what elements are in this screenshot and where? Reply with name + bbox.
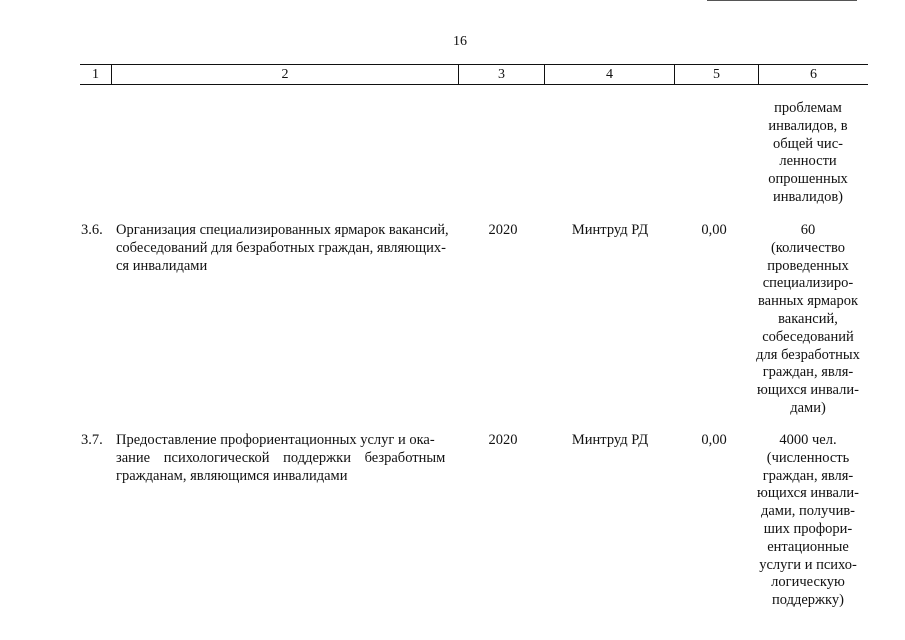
column-header-5: 5 [674, 65, 758, 84]
row-year: 2020 [488, 432, 518, 448]
row-indicator [744, 222, 872, 418]
description-line: гражданам, являющимся инвалидами [116, 467, 348, 484]
row-year: 2020 [488, 222, 518, 238]
description-line: ся инвалидами [116, 257, 208, 274]
indicator-line: проблемам [774, 100, 842, 116]
indicator-line: логическую [771, 574, 845, 591]
indicator-line: граждан, явля- [762, 364, 854, 381]
indicator-line: ванных ярмарок [758, 293, 858, 310]
indicator-line: дами) [790, 399, 826, 416]
indicator-line: (количество [770, 239, 846, 256]
indicator-line: поддержку) [772, 592, 844, 609]
page-number: 16 [453, 34, 467, 49]
indicator-line: собеседований [762, 328, 854, 345]
indicator-line: (численность [766, 449, 850, 466]
row-number: 3.7. [81, 432, 103, 448]
row-executor: Минтруд РД [571, 222, 649, 238]
indicator-line: общей чис- [773, 135, 843, 152]
description-line: собеседований для безработных граждан, являющих- [116, 239, 446, 256]
indicator-line: услуги и психо- [759, 556, 857, 573]
column-header-2: 2 [111, 65, 458, 84]
row-executor: Минтруд РД [571, 432, 649, 448]
description-line: Предоставление профориентационных услуг и ока- [116, 432, 435, 448]
indicator-line: ющихся инвали- [757, 485, 859, 502]
indicator-line: вакансий, [778, 310, 838, 327]
row-indicator [744, 432, 872, 610]
row-description [116, 432, 453, 485]
indicator-line: ших профори- [763, 520, 853, 537]
indicator-line: ленности [779, 153, 837, 170]
indicator-line: дами, получив- [760, 503, 856, 520]
row-number: 3.6. [81, 222, 103, 238]
indicator-line: граждан, явля- [762, 467, 854, 484]
indicator-line: инвалидов) [772, 188, 844, 205]
indicator-line: ющихся инвали- [757, 382, 859, 399]
top-rule [707, 0, 857, 1]
column-header-4: 4 [544, 65, 674, 84]
column-header-6: 6 [758, 65, 868, 84]
indicator-line: для безработных [756, 346, 860, 363]
indicator-line: проведенных [767, 257, 849, 274]
indicator-line: опрошенных [768, 171, 848, 188]
description-line: зание психологической поддержки безработным [116, 449, 446, 466]
table-header-row [80, 64, 868, 85]
indicator-line: инвалидов, в [768, 117, 848, 134]
row-description [116, 222, 453, 275]
column-header-1: 1 [92, 67, 99, 82]
row-funding: 0,00 [701, 432, 727, 448]
indicator-line: ентационные [767, 538, 849, 555]
indicator-continuation [744, 100, 872, 207]
description-line: Организация специализированных ярмарок вакансий, [116, 222, 449, 238]
indicator-line: 60 [800, 222, 816, 238]
indicator-line: специализиро- [762, 275, 854, 292]
row-funding: 0,00 [701, 222, 727, 238]
indicator-line: 4000 чел. [779, 432, 837, 448]
column-header-3: 3 [458, 65, 544, 84]
